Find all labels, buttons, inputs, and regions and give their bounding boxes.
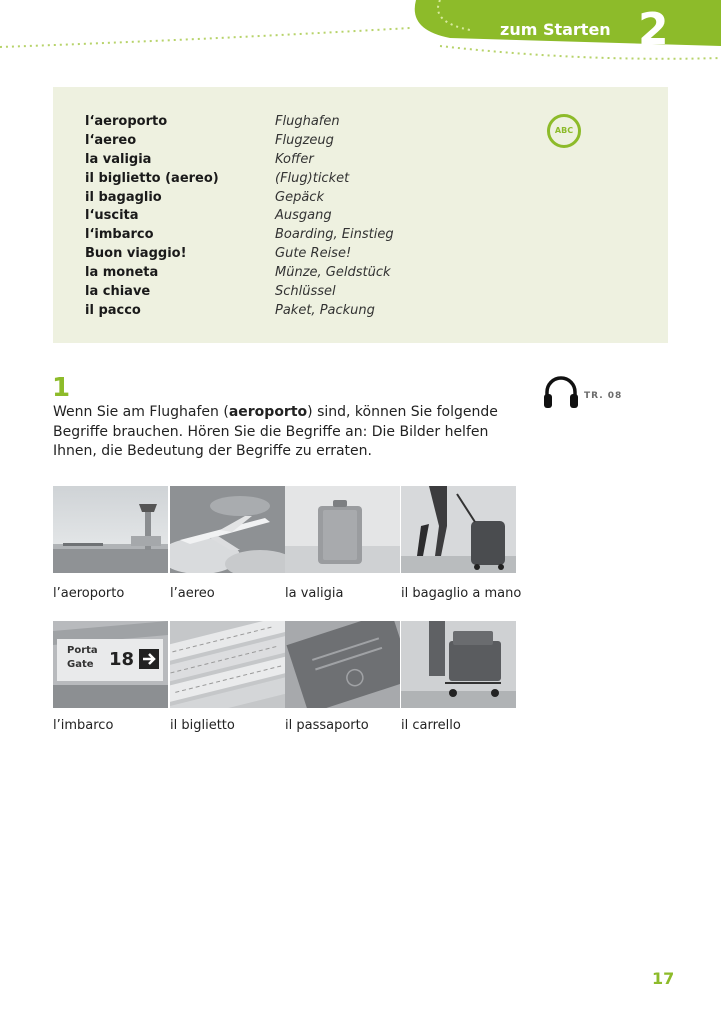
- vocab-row: [85, 224, 394, 243]
- vocab-italian: il bagaglio: [85, 189, 162, 205]
- caption-cart: il carrello: [401, 718, 461, 733]
- vocab-row: [85, 187, 394, 206]
- vocab-italian: Buon viaggio!: [85, 246, 187, 262]
- gate-sign-line2: Gate: [67, 659, 94, 670]
- page-number: 17: [652, 969, 675, 988]
- vocab-italian: il pacco: [85, 302, 141, 318]
- vocab-german: Flughafen: [275, 114, 340, 129]
- caption-hand-luggage: il bagaglio a mano: [401, 586, 522, 601]
- gate-sign-line1: Porta: [67, 645, 98, 656]
- passport-photo: [285, 621, 400, 708]
- vocab-italian: l‘uscita: [85, 208, 139, 224]
- vocab-italian: il biglietto (aereo): [85, 170, 219, 186]
- luggage-cart-photo: [401, 621, 516, 708]
- vocab-german: Schlüssel: [275, 284, 336, 300]
- track-label: TR. 08: [584, 391, 623, 401]
- caption-airplane: l’aereo: [170, 586, 215, 601]
- exercise-number: 1: [52, 373, 71, 403]
- vocab-german: Ausgang: [275, 208, 332, 224]
- vocab-german: Paket, Packung: [275, 302, 375, 318]
- airport-tower-photo: [53, 486, 168, 573]
- caption-boarding: l’imbarco: [53, 718, 114, 733]
- vocab-italian: la moneta: [85, 265, 159, 281]
- vocab-row: [85, 130, 394, 149]
- vocab-row: [85, 111, 394, 130]
- tickets-photo: [170, 621, 285, 708]
- vocab-row: [85, 300, 394, 319]
- vocab-row: [85, 149, 394, 168]
- vocab-italian: l‘aereo: [85, 132, 137, 148]
- caption-airport: l’aeroporto: [53, 586, 125, 601]
- exercise-instruction: [53, 403, 523, 462]
- chapter-number: 2: [638, 4, 669, 55]
- abc-badge-icon: ABC: [547, 114, 581, 148]
- suitcase-photo: [285, 486, 400, 573]
- caption-passport: il passaporto: [285, 718, 369, 733]
- vocab-german: Gute Reise!: [275, 246, 352, 262]
- caption-ticket: il biglietto: [170, 718, 235, 733]
- vocab-italian: la valigia: [85, 151, 152, 167]
- vocab-german: Koffer: [275, 151, 314, 167]
- vocab-german: Boarding, Einstieg: [275, 227, 394, 243]
- gate-sign-number: 18: [109, 649, 135, 670]
- instruction-bold-term: aeroporto: [228, 404, 308, 420]
- vocab-german: Flugzeug: [275, 132, 334, 148]
- vocab-row: [85, 262, 394, 281]
- instruction-text: ) sind, können Sie folgende Begriffe brauchen. Hören Sie die Begriffe an: Die Bilder helfen Ihnen, die Bedeutung der Begriffe zu erraten.: [53, 404, 498, 459]
- hand-luggage-photo: [401, 486, 516, 573]
- instruction-text: Wenn Sie am Flughafen (: [53, 404, 229, 420]
- vocab-german: Münze, Geldstück: [275, 265, 391, 281]
- vocabulary-list: [85, 111, 394, 319]
- header-decoration: [0, 0, 721, 70]
- vocab-german: (Flug)ticket: [275, 170, 350, 186]
- vocab-row: [85, 168, 394, 187]
- vocab-italian: l‘imbarco: [85, 227, 154, 243]
- headphones-icon: [542, 374, 580, 410]
- vocab-row: [85, 243, 394, 262]
- vocab-italian: la chiave: [85, 284, 151, 300]
- vocab-german: Gepäck: [275, 189, 324, 205]
- vocab-italian: l‘aeroporto: [85, 114, 168, 129]
- gate-sign-photo: [53, 621, 168, 708]
- vocab-row: [85, 205, 394, 224]
- caption-suitcase: la valigia: [285, 586, 344, 601]
- vocabulary-box: [53, 87, 668, 343]
- vocab-row: [85, 281, 394, 300]
- chapter-title: zum Starten: [500, 20, 611, 39]
- airplane-photo: [170, 486, 285, 573]
